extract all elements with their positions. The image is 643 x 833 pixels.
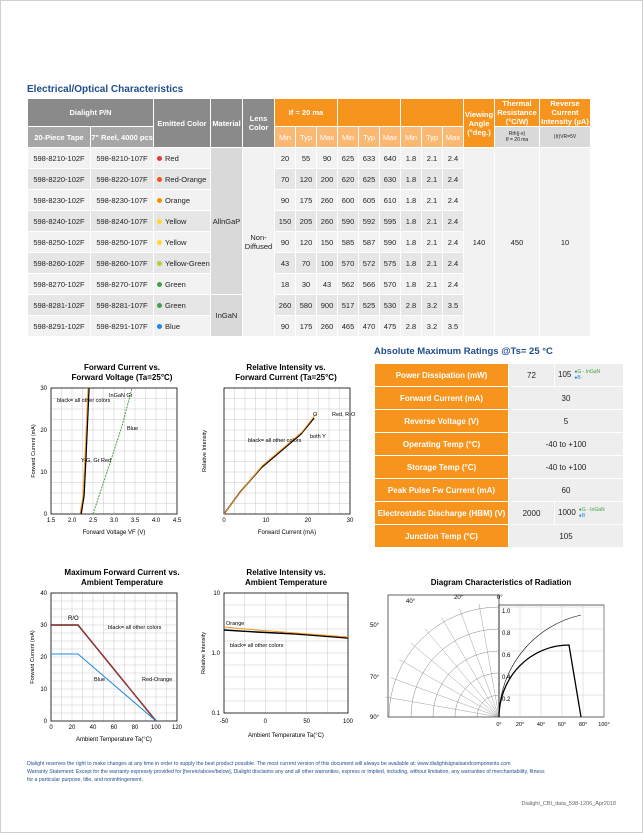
table-cell: 90	[275, 232, 296, 253]
c5-bottom-tick: 0°	[496, 722, 502, 728]
table-cell: 3.2	[422, 295, 443, 316]
c5-angle-label: 0°	[497, 595, 503, 601]
x-tick-label: 100	[150, 725, 162, 731]
c5-bottom-tick: 40°	[536, 722, 546, 728]
table-cell: 570	[380, 274, 401, 295]
material-allngap: AllnGaP	[211, 148, 243, 295]
material-ingan: InGaN	[211, 295, 243, 337]
table-cell: 2.1	[422, 211, 443, 232]
footer-line-3: for a particular purpose, title, and noninfringement.	[27, 777, 143, 783]
c1-lbl-blue: Blue	[127, 426, 139, 432]
h-min: Min	[401, 127, 422, 148]
table-cell: 2.4	[443, 169, 464, 190]
amr-label: Reverse Voltage (V)	[375, 410, 509, 433]
x-tick-label: 4.5	[172, 518, 182, 524]
table-cell: 610	[380, 190, 401, 211]
table-cell: 598-8281-102F	[28, 295, 91, 316]
table-cell: 200	[317, 169, 338, 190]
table-cell: 90	[317, 148, 338, 169]
amr-label: Storage Temp (°C)	[375, 456, 509, 479]
amr-label: Operating Temp (°C)	[375, 433, 509, 456]
x-tick-label: 2.5	[88, 518, 98, 524]
x-tick-label: 30	[346, 518, 354, 524]
c5-angle-label: 50°	[370, 623, 380, 629]
table-cell: 465	[338, 316, 359, 337]
y-tick-label: 0	[43, 719, 47, 725]
color-cell	[154, 316, 211, 337]
amr-value: 105	[509, 525, 624, 548]
h-max: Max	[317, 127, 338, 148]
color-label: Red	[165, 153, 179, 163]
c5-bottom-tick: 60°	[557, 722, 567, 728]
amr-value: 1000	[558, 508, 576, 518]
x-tick-label: -50	[219, 719, 229, 725]
table-cell: 260	[317, 211, 338, 232]
table-cell: 2.4	[443, 274, 464, 295]
table-cell: 70	[296, 253, 317, 274]
thermal-resistance: 450	[495, 148, 540, 337]
table-cell: 43	[317, 274, 338, 295]
y-tick-label: 10	[213, 591, 220, 597]
amr-label: Power Dissipation (mW)	[375, 364, 509, 387]
y-tick-label: 30	[40, 386, 47, 392]
doc-code: Dialight_CBI_data_598-1206_Apr2018	[521, 801, 616, 807]
h-typ: Typ	[422, 127, 443, 148]
table-cell: 175	[296, 316, 317, 337]
table-cell: 590	[338, 211, 359, 232]
lens-color: Non-Diffused	[243, 148, 275, 337]
x-tick-label: 1.5	[46, 518, 56, 524]
table-cell: 625	[359, 169, 380, 190]
x-tick-label: 4.0	[151, 518, 161, 524]
table-cell: 1.8	[401, 253, 422, 274]
eo-table	[27, 98, 591, 337]
amr-value: -40 to +100	[509, 456, 624, 479]
y-tick-label: 30	[40, 623, 47, 629]
table-row	[28, 148, 591, 169]
amr-row	[375, 387, 624, 410]
amr-label: Electrostatic Discharge (HBM) (V)	[375, 502, 509, 525]
c5-pattern	[499, 645, 581, 717]
c5-spoke	[411, 643, 499, 717]
table-cell: 2.4	[443, 232, 464, 253]
table-cell: 2.4	[443, 253, 464, 274]
table-cell: 150	[317, 232, 338, 253]
c1-xlabel: Forward Voltage VF (V)	[82, 530, 146, 536]
amr-value: 2000	[509, 502, 555, 525]
color-dot-icon	[157, 303, 162, 308]
table-cell: 530	[380, 295, 401, 316]
amr-value: -40 to +100	[509, 433, 624, 456]
table-cell: 598-8210-102F	[28, 148, 91, 169]
h-min: Min	[275, 127, 296, 148]
table-cell: 517	[338, 295, 359, 316]
table-cell: 3.2	[422, 316, 443, 337]
c2-curve-orange	[224, 414, 316, 514]
c1-lbl-yg: Y-G, Gr Red	[81, 458, 112, 464]
table-cell: 90	[275, 316, 296, 337]
table-cell: 260	[275, 295, 296, 316]
h-therm-sub	[495, 127, 540, 148]
x-tick-label: 50	[303, 719, 311, 725]
table-cell: 633	[359, 148, 380, 169]
table-cell: 598-8291-107F	[91, 316, 154, 337]
x-tick-label: 20	[304, 518, 312, 524]
h-tape: 20-Piece Tape	[28, 127, 91, 148]
table-cell: 120	[296, 232, 317, 253]
table-cell: 18	[275, 274, 296, 295]
x-tick-label: 0	[263, 719, 268, 725]
c5-angle-label: 40°	[406, 599, 416, 605]
table-cell: 2.4	[443, 190, 464, 211]
c5-r-tick: 0.6	[502, 653, 511, 659]
table-cell: 575	[380, 253, 401, 274]
color-cell	[154, 148, 211, 169]
h-max: Max	[380, 127, 401, 148]
table-cell: 3.5	[443, 295, 464, 316]
table-cell: 55	[296, 148, 317, 169]
amr-value: 5	[509, 410, 624, 433]
therm-sub-2: If = 20 ma	[505, 137, 529, 143]
x-tick-label: 0	[49, 725, 53, 731]
x-tick-label: 60	[110, 725, 118, 731]
table-cell: 205	[296, 211, 317, 232]
c5-arc-outer	[499, 615, 581, 717]
c1-lbl-ingan: InGaN Gr	[109, 393, 133, 399]
y-tick-label: 0.1	[211, 711, 220, 717]
color-label: Red-Orange	[165, 174, 207, 184]
color-cell	[154, 211, 211, 232]
table-cell: 2.4	[443, 211, 464, 232]
c2-curve-black	[224, 418, 314, 514]
therm-sub-1: Rth(j-s)	[508, 131, 526, 137]
table-cell: 120	[296, 169, 317, 190]
table-cell: 2.8	[401, 316, 422, 337]
table-cell: 600	[338, 190, 359, 211]
h-view: Viewing Angle (°deg.)	[464, 99, 495, 148]
c3-lbl-redorange: Red-Orange	[142, 677, 173, 683]
table-cell: 260	[317, 316, 338, 337]
amr-label: Peak Pulse Fw Current (mA)	[375, 479, 509, 502]
color-cell	[154, 190, 211, 211]
table-cell: 900	[317, 295, 338, 316]
x-tick-label: 2.0	[67, 518, 77, 524]
amr-label: Forward Current (mA)	[375, 387, 509, 410]
table-cell: 1.8	[401, 274, 422, 295]
c5-angle-label: 20°	[454, 595, 464, 601]
table-cell: 20	[275, 148, 296, 169]
c3-title2: Ambient Temperature	[80, 578, 164, 587]
h-if: If = 20 ma	[275, 99, 338, 127]
h-if2	[338, 99, 401, 127]
reverse-current: 10	[540, 148, 591, 337]
x-tick-label: 40	[89, 725, 97, 731]
c3-title1: Maximum Forward Current vs.	[64, 568, 180, 577]
c4-lbl-black: black= all other colors	[230, 643, 284, 649]
x-tick-label: 100	[342, 719, 354, 725]
c3-xlabel: Ambient Temperature Ta(°C)	[76, 737, 152, 743]
c3-lbl-ro: R/O	[68, 616, 79, 622]
table-cell: 598-8250-107F	[91, 232, 154, 253]
c5-spoke	[425, 629, 499, 717]
table-cell: 2.1	[422, 190, 443, 211]
footer-line-2: Warranty Statement: Except for the warranty expressly provided for [herein/above/below], Dialight disclaims any and all other warranties, express or implied, including, without limitation, any warranties of merchantability, fitness	[27, 769, 545, 775]
c5-frame-left	[388, 595, 499, 717]
c2-lbl-black: black= all other colors	[248, 438, 302, 444]
c3-lbl-black: black= all other colors	[108, 625, 162, 631]
c5-r-tick: 0.8	[502, 631, 511, 637]
table-cell: 1.8	[401, 190, 422, 211]
h-lens: Lens Color	[243, 99, 275, 148]
amr-row	[375, 479, 624, 502]
amr-value: 105	[558, 370, 572, 380]
table-cell: 625	[338, 148, 359, 169]
table-cell: 587	[359, 232, 380, 253]
color-label: Yellow-Green	[165, 258, 210, 268]
table-cell: 525	[359, 295, 380, 316]
amr-value: 30	[509, 387, 624, 410]
c5-frame-right	[499, 605, 604, 717]
amr-note: ●G - InGaN ●B	[578, 507, 605, 519]
table-cell: 592	[359, 211, 380, 232]
h-rev: Reverse Current Intensity (µA)	[541, 99, 589, 126]
y-tick-label: 20	[40, 655, 47, 661]
table-cell: 595	[380, 211, 401, 232]
c1-lbl-black: black= all other colors	[57, 398, 111, 404]
table-cell: 70	[275, 169, 296, 190]
c5-title: Diagram Characteristics of Radiation	[430, 578, 572, 587]
y-tick-label: 0	[43, 512, 47, 518]
table-cell: 598-8281-107F	[91, 295, 154, 316]
table-cell: 598-8260-102F	[28, 253, 91, 274]
eo-title: Electrical/Optical Characteristics	[27, 84, 184, 95]
table-cell: 598-8220-107F	[91, 169, 154, 190]
chart-ri-vs-fc	[196, 356, 366, 541]
table-cell: 2.1	[422, 148, 443, 169]
h-part: Dialight P/N	[28, 99, 154, 127]
x-tick-label: 80	[131, 725, 139, 731]
table-cell: 605	[359, 190, 380, 211]
table-cell: 1.8	[401, 211, 422, 232]
amr-value-split	[555, 364, 624, 387]
c1-title1: Forward Current vs.	[83, 363, 161, 372]
h-therm: Thermal Resistance (°C/W)	[495, 99, 540, 127]
table-cell: 598-8230-107F	[91, 190, 154, 211]
color-dot-icon	[157, 198, 162, 203]
y-tick-label: 10	[40, 470, 47, 476]
c2-title1: Relative Intensity vs.	[246, 363, 326, 372]
h-min: Min	[338, 127, 359, 148]
color-label: Yellow	[165, 237, 187, 247]
table-cell: 1.8	[401, 232, 422, 253]
footer-line-1: Dialight reserves the right to make changes at any time in order to supply the best product possible. The most current version of this document will always be available at: www.dialightsignalsandcomponents.com	[27, 761, 511, 767]
c2-lbl-o: O	[313, 412, 318, 418]
table-cell: 2.1	[422, 169, 443, 190]
c5-r-tick: 0.2	[502, 697, 511, 703]
table-cell: 2.1	[422, 253, 443, 274]
h-typ: Typ	[359, 127, 380, 148]
color-label: Yellow	[165, 216, 187, 226]
table-cell: 100	[317, 253, 338, 274]
h-reel: 7" Reel, 4000 pcs	[91, 127, 154, 148]
table-cell: 640	[380, 148, 401, 169]
table-cell: 562	[338, 274, 359, 295]
table-cell: 175	[296, 190, 317, 211]
table-cell: 570	[338, 253, 359, 274]
table-cell: 598-8230-102F	[28, 190, 91, 211]
chart-ri-vs-temp	[196, 563, 366, 748]
chart-mfc-vs-temp	[27, 563, 192, 748]
c2-lbl-red: Red, R-O	[332, 412, 356, 418]
color-label: Orange	[165, 195, 191, 205]
amr-note: ●G - InGaN ●B	[574, 369, 601, 381]
table-cell: 43	[275, 253, 296, 274]
table-cell: 475	[380, 316, 401, 337]
table-cell: 3.5	[443, 316, 464, 337]
table-cell: 572	[359, 253, 380, 274]
h-color: Emitted Color	[154, 99, 211, 148]
amr-row	[375, 456, 624, 479]
table-cell: 90	[275, 190, 296, 211]
table-cell: 590	[380, 232, 401, 253]
amr-row	[375, 502, 624, 525]
table-cell: 598-8260-107F	[91, 253, 154, 274]
c1-title2: Forward Voltage (Ta=25°C)	[71, 373, 173, 382]
amr-row	[375, 525, 624, 548]
h-material: Material	[211, 99, 243, 148]
c2-title2: Forward Current (Ta=25°C)	[235, 373, 337, 382]
c4-ylabel: Relative Intensity	[201, 632, 207, 674]
table-cell: 598-8240-107F	[91, 211, 154, 232]
h-if3	[401, 99, 464, 127]
table-cell: 630	[380, 169, 401, 190]
c5-bottom-tick: 80°	[578, 722, 588, 728]
c3-ylabel: Forward Current (mA)	[30, 630, 36, 684]
color-cell	[154, 295, 211, 316]
c2-lbl-bothy: both Y	[310, 434, 326, 440]
table-cell: 585	[338, 232, 359, 253]
c5-angle-label: 90°	[370, 715, 380, 721]
c5-bottom-tick: 20°	[515, 722, 525, 728]
table-cell: 598-8240-102F	[28, 211, 91, 232]
c5-r-tick: 1.0	[502, 609, 511, 615]
viewing-angle: 140	[464, 148, 495, 337]
chart-radiation	[366, 575, 616, 735]
x-tick-label: 3.0	[109, 518, 119, 524]
y-tick-label: 1.0	[211, 651, 220, 657]
table-cell: 598-8270-107F	[91, 274, 154, 295]
x-tick-label: 120	[171, 725, 183, 731]
amr-row	[375, 410, 624, 433]
c5-spoke	[391, 678, 499, 717]
chart-fc-vs-fv	[27, 356, 192, 536]
c5-bottom-tick: 100°	[598, 722, 610, 728]
color-dot-icon	[157, 240, 162, 245]
y-tick-label: 20	[40, 428, 47, 434]
c4-xlabel: Ambient Temperature Ta(°C)	[248, 733, 324, 739]
x-tick-label: 0	[222, 518, 226, 524]
x-tick-label: 20	[68, 725, 76, 731]
color-dot-icon	[157, 219, 162, 224]
c5-spoke	[460, 609, 499, 717]
c5-r-tick: 0.4	[502, 675, 511, 681]
table-cell: 566	[359, 274, 380, 295]
h-max: Max	[443, 127, 464, 148]
color-cell	[154, 169, 211, 190]
c5-angle-label: 70°	[370, 675, 380, 681]
color-dot-icon	[157, 282, 162, 287]
c4-title2: Ambient Temperature	[244, 578, 328, 587]
table-cell: 470	[359, 316, 380, 337]
color-dot-icon	[157, 324, 162, 329]
amr-title: Absolute Maximum Ratings @Ts= 25 °C	[374, 346, 553, 357]
table-cell: 598-8270-102F	[28, 274, 91, 295]
amr-value-split	[555, 502, 624, 525]
table-cell: 598-8250-102F	[28, 232, 91, 253]
table-cell: 598-8291-102F	[28, 316, 91, 337]
x-tick-label: 3.5	[130, 518, 140, 524]
table-cell: 620	[338, 169, 359, 190]
c2-xlabel: Forward Current (mA)	[257, 530, 317, 536]
table-cell: 2.4	[443, 148, 464, 169]
y-tick-label: 10	[40, 687, 47, 693]
color-cell	[154, 253, 211, 274]
table-cell: 1.8	[401, 148, 422, 169]
y-tick-label: 40	[40, 591, 47, 597]
amr-value: 72	[509, 364, 555, 387]
amr-value: 60	[509, 479, 624, 502]
h-typ: Typ	[296, 127, 317, 148]
color-cell	[154, 274, 211, 295]
table-cell: 150	[275, 211, 296, 232]
h-rev-sub: (Ir)VR=5V	[540, 127, 591, 148]
color-label: Green	[165, 279, 186, 289]
table-cell: 2.8	[401, 295, 422, 316]
table-cell: 30	[296, 274, 317, 295]
table-cell: 260	[317, 190, 338, 211]
color-dot-icon	[157, 156, 162, 161]
color-label: Green	[165, 300, 186, 310]
footer	[27, 760, 619, 784]
c4-title1: Relative Intensity vs.	[246, 568, 326, 577]
c3-lbl-blue: Blue	[94, 677, 106, 683]
table-cell: 1.8	[401, 169, 422, 190]
color-cell	[154, 232, 211, 253]
color-label: Blue	[165, 321, 181, 331]
table-cell: 598-8220-102F	[28, 169, 91, 190]
table-cell: 598-8210-107F	[91, 148, 154, 169]
c1-ylabel: Forward Current (mA)	[31, 424, 37, 478]
table-cell: 2.1	[422, 232, 443, 253]
table-cell: 2.1	[422, 274, 443, 295]
amr-row	[375, 433, 624, 456]
table-cell: 580	[296, 295, 317, 316]
color-dot-icon	[157, 261, 162, 266]
c2-ylabel: Relative Intensity	[202, 430, 208, 472]
amr-label: Junction Temp (°C)	[375, 525, 509, 548]
x-tick-label: 10	[262, 518, 270, 524]
amr-row	[375, 364, 624, 387]
color-dot-icon	[157, 177, 162, 182]
amr-table	[374, 363, 624, 548]
c4-lbl-orange: Orange	[226, 621, 245, 627]
